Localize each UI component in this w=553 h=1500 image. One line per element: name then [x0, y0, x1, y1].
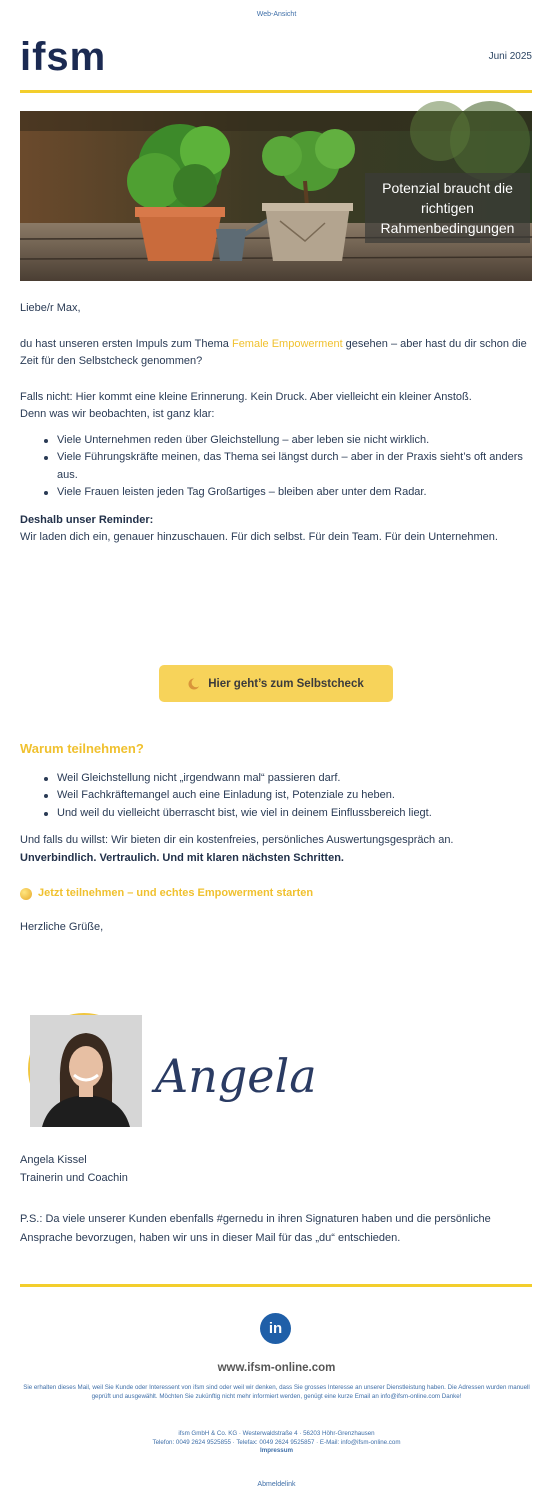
intro-after: gesehen – aber hast du dir schon die Zeit für den Selbstcheck genommen?: [20, 337, 527, 367]
reminder-line-1: Falls nicht: Hier kommt eine kleine Erinnerung. Kein Druck. Aber vielleicht ein kleiner Anstoß.: [20, 390, 472, 403]
reminder-text: Wir laden dich ein, genauer hinzuschauen. Für dich selbst. Für dein Team. Für dein Unternehmen.: [20, 531, 498, 543]
signature-script: [155, 1030, 317, 1130]
company-info: [0, 1430, 553, 1456]
greeting: Liebe/r Max,: [20, 302, 81, 314]
offer-strong: Unverbindlich. Vertraulich. Und mit klaren nächsten Schritten.: [20, 851, 344, 864]
ifsm-logo-graphic: [20, 35, 132, 79]
postscript: P.S.: Da viele unserer Kunden ebenfalls #gernedu in ihren Signaturen haben und die persönliche Ansprache bevorzugen, haben wir uns in dieser Mail für das „du“ entschieden.: [20, 1213, 491, 1244]
imprint-link[interactable]: Impressum: [259, 1447, 293, 1454]
hero-image: [20, 111, 532, 281]
signer-role: Trainerin und Coachin: [20, 1171, 128, 1184]
email-body: [20, 300, 535, 547]
signer-name: Angela Kissel: [20, 1154, 87, 1166]
participate-link[interactable]: [20, 885, 535, 903]
portrait-photo: [30, 1015, 142, 1127]
intro-paragraph: [20, 336, 535, 371]
reasons-list: [20, 770, 535, 823]
unsubscribe-link[interactable]: Abmeldelink: [257, 1481, 296, 1488]
list-item: Und weil du vielleicht überrascht bist, wie viel in deinem Einflussbereich liegt.: [20, 805, 535, 823]
linkedin-label: in: [268, 1320, 283, 1337]
selfcheck-button[interactable]: [159, 665, 393, 702]
company-address: ifsm GmbH & Co. KG · Westerwaldstraße 4 · 56203 Höhr-Grenzhausen: [178, 1430, 375, 1437]
signature-text: Angela: [155, 1049, 317, 1103]
crescent-moon-icon: [188, 678, 200, 690]
why-section: [20, 740, 535, 936]
company-contact: Telefon: 0049 2624 9525855 · Telefax: 0049 2624 9525857 · E-Mail: info@ifsm-online.com: [152, 1438, 401, 1446]
website-link[interactable]: www.ifsm-online.com: [217, 1362, 336, 1374]
logo-text: ifsm: [20, 35, 107, 79]
participate-link-label: Jetzt teilnehmen – und echtes Empowerment starten: [38, 887, 314, 899]
signature-block: [20, 1152, 128, 1187]
list-item: Viele Unternehmen reden über Gleichstellung – aber leben sie nicht wirklich.: [20, 432, 535, 450]
avatar: [28, 1013, 140, 1125]
why-heading: Warum teilnehmen?: [20, 741, 144, 756]
offer-text: Und falls du willst: Wir bieten dir ein kostenfreies, persönliches Auswertungsgespräch an.: [20, 834, 454, 846]
observations-list: [20, 432, 535, 502]
header-divider: [20, 90, 532, 93]
coin-icon: [20, 888, 32, 900]
hero-caption: Potenzial braucht die richtigen Rahmenbedingungen: [365, 173, 530, 243]
issue-date: Juni 2025: [488, 51, 532, 62]
reminder-line-2: Denn was wir beobachten, ist ganz klar:: [20, 408, 215, 420]
list-item: Viele Frauen leisten jeden Tag Großartiges – bleiben aber unter dem Radar.: [20, 484, 535, 502]
selfcheck-button-label: Hier geht’s zum Selbstcheck: [208, 677, 364, 690]
list-item: Weil Gleichstellung nicht „irgendwann mal“ passieren darf.: [20, 770, 535, 788]
reminder-heading: Deshalb unser Reminder:: [20, 513, 154, 526]
list-item: Viele Führungskräfte meinen, das Thema sei längst durch – aber in der Praxis sieht’s oft anders aus.: [20, 449, 535, 484]
closing: Herzliche Grüße,: [20, 920, 104, 933]
ifsm-logo[interactable]: [20, 35, 132, 79]
web-view-link[interactable]: Web-Ansicht: [256, 11, 297, 18]
intro-before: du hast unseren ersten Impuls zum Thema: [20, 337, 232, 350]
intro-highlight: Female Empowerment: [231, 337, 343, 350]
footer-divider: [20, 1284, 532, 1287]
linkedin-icon[interactable]: [260, 1313, 291, 1344]
list-item: Weil Fachkräftemangel auch eine Einladung ist, Potenziale zu heben.: [20, 787, 535, 805]
disclaimer: Sie erhalten dieses Mail, weil Sie Kunde oder Interessent von ifsm sind oder weil wir denken, dass Sie grosses Interesse an unserer Dienstleistung haben. Die Adressen wurden manuell geprüft und ausgewählt. Möchten Sie zukünftig nicht mehr informiert werden, genügt eine kurze Email an info@ifsm-online.com Danke!: [23, 1384, 530, 1400]
